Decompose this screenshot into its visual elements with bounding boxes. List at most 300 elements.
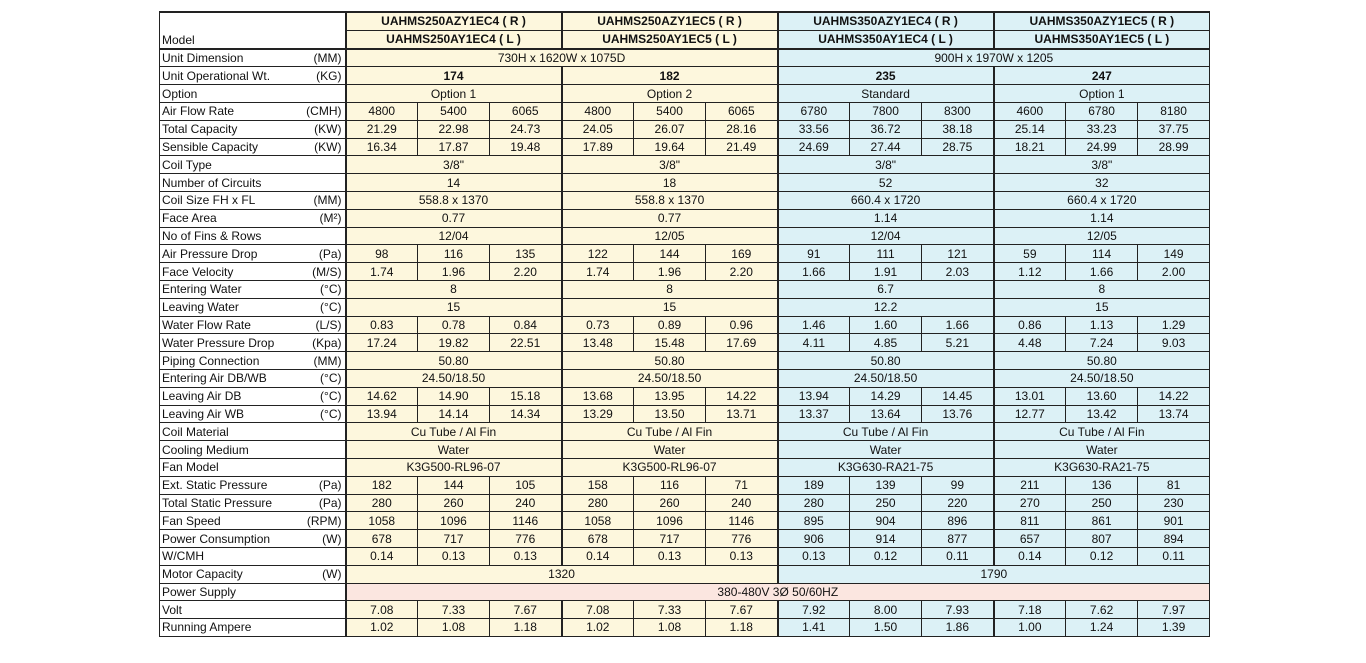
parameter-unit: (KW) <box>314 122 342 137</box>
value-cell: 657 <box>994 530 1066 548</box>
value-cell: 1.29 <box>1138 316 1210 334</box>
parameter-cell <box>160 298 346 316</box>
value-cell: 14.29 <box>850 387 922 405</box>
value-cell: 91 <box>778 245 850 263</box>
value-cell: 0.13 <box>490 547 562 565</box>
parameter-cell <box>160 476 346 494</box>
parameter-unit: (Pa) <box>318 478 342 493</box>
value-cell: 17.89 <box>562 138 634 156</box>
value-cell: 0.13 <box>706 547 778 565</box>
value-cell: 14.90 <box>418 387 490 405</box>
parameter-cell <box>160 316 346 334</box>
value-cell: Cu Tube / Al Fin <box>994 423 1210 441</box>
value-cell: 8.00 <box>850 601 922 619</box>
value-cell: 0.13 <box>418 547 490 565</box>
value-cell: 98 <box>346 245 418 263</box>
value-cell: 270 <box>994 494 1066 512</box>
value-cell: 7.93 <box>922 601 994 619</box>
value-cell: 260 <box>634 494 706 512</box>
value-cell: 13.95 <box>634 387 706 405</box>
value-cell: 33.56 <box>778 120 850 138</box>
parameter-cell <box>160 174 346 192</box>
value-cell: 1.96 <box>634 263 706 281</box>
value-cell: 24.73 <box>490 120 562 138</box>
value-cell: 717 <box>418 530 490 548</box>
spec-row <box>160 138 1210 156</box>
parameter-unit: (Pa) <box>318 495 342 510</box>
parameter-cell <box>160 85 346 103</box>
value-cell: Water <box>994 441 1210 459</box>
parameter-unit: (W) <box>322 567 342 582</box>
value-cell: 18.21 <box>994 138 1066 156</box>
value-cell: 17.24 <box>346 334 418 352</box>
value-cell: 380-480V 3Ø 50/60HZ <box>346 583 1210 601</box>
parameter-name: Leaving Air WB <box>162 406 245 421</box>
value-cell: 14.22 <box>706 387 778 405</box>
parameter-cell <box>160 369 346 387</box>
value-cell: 50.80 <box>346 352 562 370</box>
value-cell: 13.01 <box>994 387 1066 405</box>
value-cell: 36.72 <box>850 120 922 138</box>
value-cell: 18 <box>562 174 778 192</box>
parameter-name: Entering Water <box>162 282 242 297</box>
value-cell: 17.69 <box>706 334 778 352</box>
value-cell: 13.64 <box>850 405 922 423</box>
spec-row <box>160 352 1210 370</box>
value-cell: 22.98 <box>418 120 490 138</box>
spec-row <box>160 512 1210 530</box>
parameter-cell <box>160 67 346 85</box>
parameter-name: Motor Capacity <box>162 567 243 582</box>
spec-row <box>160 387 1210 405</box>
spec-row <box>160 245 1210 263</box>
value-cell: 280 <box>346 494 418 512</box>
parameter-name: Total Capacity <box>162 122 238 137</box>
value-cell: 247 <box>994 67 1210 85</box>
value-cell: 660.4 x 1720 <box>994 191 1210 209</box>
value-cell: 0.73 <box>562 316 634 334</box>
value-cell: 0.11 <box>1138 547 1210 565</box>
value-cell: 678 <box>346 530 418 548</box>
value-cell: 5400 <box>418 102 490 120</box>
spec-row <box>160 85 1210 103</box>
value-cell: 12/04 <box>346 227 562 245</box>
value-cell: 0.13 <box>634 547 706 565</box>
value-cell: 5400 <box>634 102 706 120</box>
value-cell: Cu Tube / Al Fin <box>346 423 562 441</box>
value-cell: 15.18 <box>490 387 562 405</box>
value-cell: 558.8 x 1370 <box>346 191 562 209</box>
value-cell: 0.14 <box>562 547 634 565</box>
value-cell: 15 <box>346 298 562 316</box>
parameter-unit: (Pa) <box>318 246 342 261</box>
parameter-name: Option <box>162 86 198 101</box>
parameter-cell <box>160 280 346 298</box>
parameter-cell <box>160 530 346 548</box>
value-cell: 13.50 <box>634 405 706 423</box>
value-cell: Water <box>562 441 778 459</box>
value-cell: 136 <box>1066 476 1138 494</box>
value-cell: 280 <box>562 494 634 512</box>
value-cell: 3/8" <box>778 156 994 174</box>
value-cell: 71 <box>706 476 778 494</box>
value-cell: 6065 <box>490 102 562 120</box>
parameter-cell <box>160 156 346 174</box>
parameter-name: Sensible Capacity <box>162 139 259 154</box>
value-cell: 28.75 <box>922 138 994 156</box>
value-cell: 1.74 <box>346 263 418 281</box>
value-cell: 8 <box>562 280 778 298</box>
value-cell: 16.34 <box>346 138 418 156</box>
parameter-cell <box>160 120 346 138</box>
value-cell: 0.13 <box>778 547 850 565</box>
value-cell: 1.08 <box>634 619 706 637</box>
parameter-cell <box>160 565 346 583</box>
value-cell: 280 <box>778 494 850 512</box>
value-cell: 901 <box>1138 512 1210 530</box>
spec-row <box>160 530 1210 548</box>
value-cell: 12/04 <box>778 227 994 245</box>
value-cell: 182 <box>562 67 778 85</box>
value-cell: 50.80 <box>562 352 778 370</box>
parameter-cell <box>160 227 346 245</box>
value-cell: 15.48 <box>634 334 706 352</box>
value-cell: 7800 <box>850 102 922 120</box>
value-cell: 660.4 x 1720 <box>778 191 994 209</box>
value-cell: 1.66 <box>922 316 994 334</box>
value-cell: 900H x 1970W x 1205 <box>778 49 1210 67</box>
value-cell: 2.20 <box>706 263 778 281</box>
value-cell: 896 <box>922 512 994 530</box>
value-cell: 1.08 <box>418 619 490 637</box>
value-cell: 7.97 <box>1138 601 1210 619</box>
value-cell: 24.50/18.50 <box>346 369 562 387</box>
value-cell: 19.48 <box>490 138 562 156</box>
parameter-name: Number of Circuits <box>162 175 262 190</box>
value-cell: 260 <box>418 494 490 512</box>
spec-row <box>160 102 1210 120</box>
value-cell: 861 <box>1066 512 1138 530</box>
value-cell: 149 <box>1138 245 1210 263</box>
value-cell: 1.41 <box>778 619 850 637</box>
value-cell: 7.67 <box>490 601 562 619</box>
value-cell: 7.67 <box>706 601 778 619</box>
spec-row <box>160 494 1210 512</box>
value-cell: 0.77 <box>562 209 778 227</box>
parameter-name: Running Ampere <box>162 620 252 635</box>
spec-row <box>160 156 1210 174</box>
parameter-name: Unit Dimension <box>162 50 244 65</box>
value-cell: 24.05 <box>562 120 634 138</box>
parameter-unit: (MM) <box>313 193 342 208</box>
header-row-right-models <box>160 12 1210 30</box>
value-cell: 678 <box>562 530 634 548</box>
parameter-name: Air Flow Rate <box>162 104 235 119</box>
value-cell: 19.82 <box>418 334 490 352</box>
value-cell: 0.86 <box>994 316 1066 334</box>
value-cell: 877 <box>922 530 994 548</box>
value-cell: 1.18 <box>706 619 778 637</box>
value-cell: 4600 <box>994 102 1066 120</box>
parameter-unit: (L/S) <box>315 317 342 332</box>
value-cell: 8300 <box>922 102 994 120</box>
value-cell: 1.46 <box>778 316 850 334</box>
parameter-unit: (°C) <box>320 371 342 386</box>
value-cell: 1.00 <box>994 619 1066 637</box>
value-cell: 6.7 <box>778 280 994 298</box>
value-cell: 895 <box>778 512 850 530</box>
value-cell: 1.66 <box>1066 263 1138 281</box>
value-cell: 14.45 <box>922 387 994 405</box>
value-cell: Option 1 <box>346 85 562 103</box>
parameter-unit: (M²) <box>319 211 342 226</box>
value-cell: 1.86 <box>922 619 994 637</box>
value-cell: Cu Tube / Al Fin <box>562 423 778 441</box>
value-cell: 0.12 <box>1066 547 1138 565</box>
spec-row <box>160 263 1210 281</box>
value-cell: 12.2 <box>778 298 994 316</box>
parameter-name: Air Pressure Drop <box>162 246 258 261</box>
value-cell: 4800 <box>346 102 418 120</box>
parameter-unit: (RPM) <box>306 513 342 528</box>
model-r-1: UAHMS250AZY1EC4 ( R ) <box>346 12 562 30</box>
value-cell: 7.92 <box>778 601 850 619</box>
value-cell: 220 <box>922 494 994 512</box>
parameter-name: Ext. Static Pressure <box>162 478 268 493</box>
value-cell: 7.08 <box>562 601 634 619</box>
value-cell: 0.89 <box>634 316 706 334</box>
value-cell: 2.20 <box>490 263 562 281</box>
parameter-name: Fan Model <box>162 460 219 475</box>
value-cell: 3/8" <box>562 156 778 174</box>
value-cell: 811 <box>994 512 1066 530</box>
value-cell: 27.44 <box>850 138 922 156</box>
spec-row <box>160 405 1210 423</box>
parameter-unit: (°C) <box>320 300 342 315</box>
value-cell: 19.64 <box>634 138 706 156</box>
parameter-cell <box>160 334 346 352</box>
value-cell: 0.14 <box>346 547 418 565</box>
value-cell: 105 <box>490 476 562 494</box>
parameter-cell <box>160 601 346 619</box>
parameter-unit: (MM) <box>313 353 342 368</box>
value-cell: 776 <box>706 530 778 548</box>
value-cell: 116 <box>634 476 706 494</box>
value-cell: 0.84 <box>490 316 562 334</box>
value-cell: 13.68 <box>562 387 634 405</box>
value-cell: 1.50 <box>850 619 922 637</box>
value-cell: 1.60 <box>850 316 922 334</box>
parameter-cell <box>160 547 346 565</box>
value-cell: 235 <box>778 67 994 85</box>
parameter-name: Water Flow Rate <box>162 317 251 332</box>
value-cell: 3/8" <box>994 156 1210 174</box>
value-cell: 7.33 <box>418 601 490 619</box>
value-cell: 1790 <box>778 565 1210 583</box>
parameter-name: Coil Size FH x FL <box>162 193 256 208</box>
value-cell: 114 <box>1066 245 1138 263</box>
spec-row <box>160 423 1210 441</box>
value-cell: 0.78 <box>418 316 490 334</box>
value-cell: 6065 <box>706 102 778 120</box>
value-cell: 111 <box>850 245 922 263</box>
value-cell: 1146 <box>490 512 562 530</box>
parameter-name: Power Supply <box>162 584 237 599</box>
value-cell: Water <box>346 441 562 459</box>
value-cell: 5.21 <box>922 334 994 352</box>
spec-row <box>160 476 1210 494</box>
value-cell: 28.16 <box>706 120 778 138</box>
parameter-cell <box>160 138 346 156</box>
value-cell: 158 <box>562 476 634 494</box>
parameter-cell <box>160 191 346 209</box>
value-cell: 1.13 <box>1066 316 1138 334</box>
spec-row <box>160 583 1210 601</box>
value-cell: 12.77 <box>994 405 1066 423</box>
parameter-cell <box>160 458 346 476</box>
value-cell: 121 <box>922 245 994 263</box>
value-cell: 8180 <box>1138 102 1210 120</box>
spec-row <box>160 547 1210 565</box>
value-cell: 52 <box>778 174 994 192</box>
value-cell: 7.33 <box>634 601 706 619</box>
value-cell: 50.80 <box>994 352 1210 370</box>
spec-row <box>160 298 1210 316</box>
value-cell: 1.74 <box>562 263 634 281</box>
value-cell: K3G630-RA21-75 <box>994 458 1210 476</box>
parameter-unit: (°C) <box>320 389 342 404</box>
value-cell: 144 <box>418 476 490 494</box>
parameter-cell <box>160 441 346 459</box>
spec-row <box>160 601 1210 619</box>
value-cell: 13.37 <box>778 405 850 423</box>
model-l-2: UAHMS250AY1EC5 ( L ) <box>562 30 778 48</box>
value-cell: 22.51 <box>490 334 562 352</box>
spec-row <box>160 227 1210 245</box>
parameter-name: Power Consumption <box>162 531 271 546</box>
spec-row <box>160 209 1210 227</box>
parameter-name: Total Static Pressure <box>162 495 273 510</box>
value-cell: 122 <box>562 245 634 263</box>
value-cell: 139 <box>850 476 922 494</box>
parameter-name: W/CMH <box>162 549 204 564</box>
parameter-name: Water Pressure Drop <box>162 335 275 350</box>
parameter-cell <box>160 423 346 441</box>
parameter-name: Coil Type <box>162 157 212 172</box>
value-cell: 894 <box>1138 530 1210 548</box>
value-cell: 13.94 <box>778 387 850 405</box>
value-cell: 4.11 <box>778 334 850 352</box>
value-cell: 7.08 <box>346 601 418 619</box>
value-cell: 24.50/18.50 <box>994 369 1210 387</box>
model-r-4: UAHMS350AZY1EC5 ( R ) <box>994 12 1210 30</box>
value-cell: 7.18 <box>994 601 1066 619</box>
parameter-name: Face Area <box>162 211 217 226</box>
value-cell: 1320 <box>346 565 778 583</box>
value-cell: 13.42 <box>1066 405 1138 423</box>
spec-table-body <box>160 12 1210 636</box>
parameter-cell <box>160 102 346 120</box>
value-cell: 1.12 <box>994 263 1066 281</box>
value-cell: 1.96 <box>418 263 490 281</box>
value-cell: 144 <box>634 245 706 263</box>
value-cell: K3G630-RA21-75 <box>778 458 994 476</box>
value-cell: 1.39 <box>1138 619 1210 637</box>
spec-row <box>160 458 1210 476</box>
value-cell: 1058 <box>346 512 418 530</box>
value-cell: 17.87 <box>418 138 490 156</box>
parameter-cell <box>160 49 346 67</box>
parameter-unit: (KG) <box>316 68 342 83</box>
spec-row <box>160 49 1210 67</box>
parameter-unit: (KW) <box>314 139 342 154</box>
value-cell: 3/8" <box>346 156 562 174</box>
value-cell: 1.66 <box>778 263 850 281</box>
value-cell: 0.12 <box>850 547 922 565</box>
parameter-name: Entering Air DB/WB <box>162 371 267 386</box>
value-cell: 9.03 <box>1138 334 1210 352</box>
model-label: Model <box>162 32 195 47</box>
spec-row <box>160 191 1210 209</box>
spec-sheet <box>159 11 1210 637</box>
parameter-unit: (W) <box>322 531 342 546</box>
spec-row <box>160 316 1210 334</box>
value-cell: 1146 <box>706 512 778 530</box>
model-l-1: UAHMS250AY1EC4 ( L ) <box>346 30 562 48</box>
value-cell: 182 <box>346 476 418 494</box>
value-cell: 0.14 <box>994 547 1066 565</box>
value-cell: 21.29 <box>346 120 418 138</box>
value-cell: 250 <box>850 494 922 512</box>
value-cell: 1.02 <box>562 619 634 637</box>
value-cell: 211 <box>994 476 1066 494</box>
value-cell: 7.24 <box>1066 334 1138 352</box>
parameter-name: Volt <box>162 602 183 617</box>
spec-row <box>160 619 1210 637</box>
value-cell: 230 <box>1138 494 1210 512</box>
value-cell: 14.14 <box>418 405 490 423</box>
value-cell: K3G500-RL96-07 <box>346 458 562 476</box>
spec-table <box>159 11 1210 637</box>
parameter-name: No of Fins & Rows <box>162 228 262 243</box>
spec-row <box>160 334 1210 352</box>
spec-row <box>160 369 1210 387</box>
value-cell: Standard <box>778 85 994 103</box>
value-cell: 7.62 <box>1066 601 1138 619</box>
value-cell: 189 <box>778 476 850 494</box>
value-cell: 13.60 <box>1066 387 1138 405</box>
value-cell: 240 <box>706 494 778 512</box>
value-cell: 1.14 <box>994 209 1210 227</box>
value-cell: 174 <box>346 67 562 85</box>
parameter-unit: (Kpa) <box>312 335 342 350</box>
value-cell: 32 <box>994 174 1210 192</box>
parameter-unit: (CMH) <box>306 104 342 119</box>
value-cell: 14.62 <box>346 387 418 405</box>
parameter-name: Coil Material <box>162 424 229 439</box>
value-cell: 8 <box>346 280 562 298</box>
parameter-name: Cooling Medium <box>162 442 249 457</box>
parameter-name: Leaving Water <box>162 300 239 315</box>
model-label-cell <box>160 12 346 49</box>
value-cell: 1.18 <box>490 619 562 637</box>
parameter-unit: (MM) <box>313 50 342 65</box>
value-cell: 906 <box>778 530 850 548</box>
value-cell: 14.34 <box>490 405 562 423</box>
parameter-name: Leaving Air DB <box>162 389 242 404</box>
value-cell: 250 <box>1066 494 1138 512</box>
value-cell: 25.14 <box>994 120 1066 138</box>
